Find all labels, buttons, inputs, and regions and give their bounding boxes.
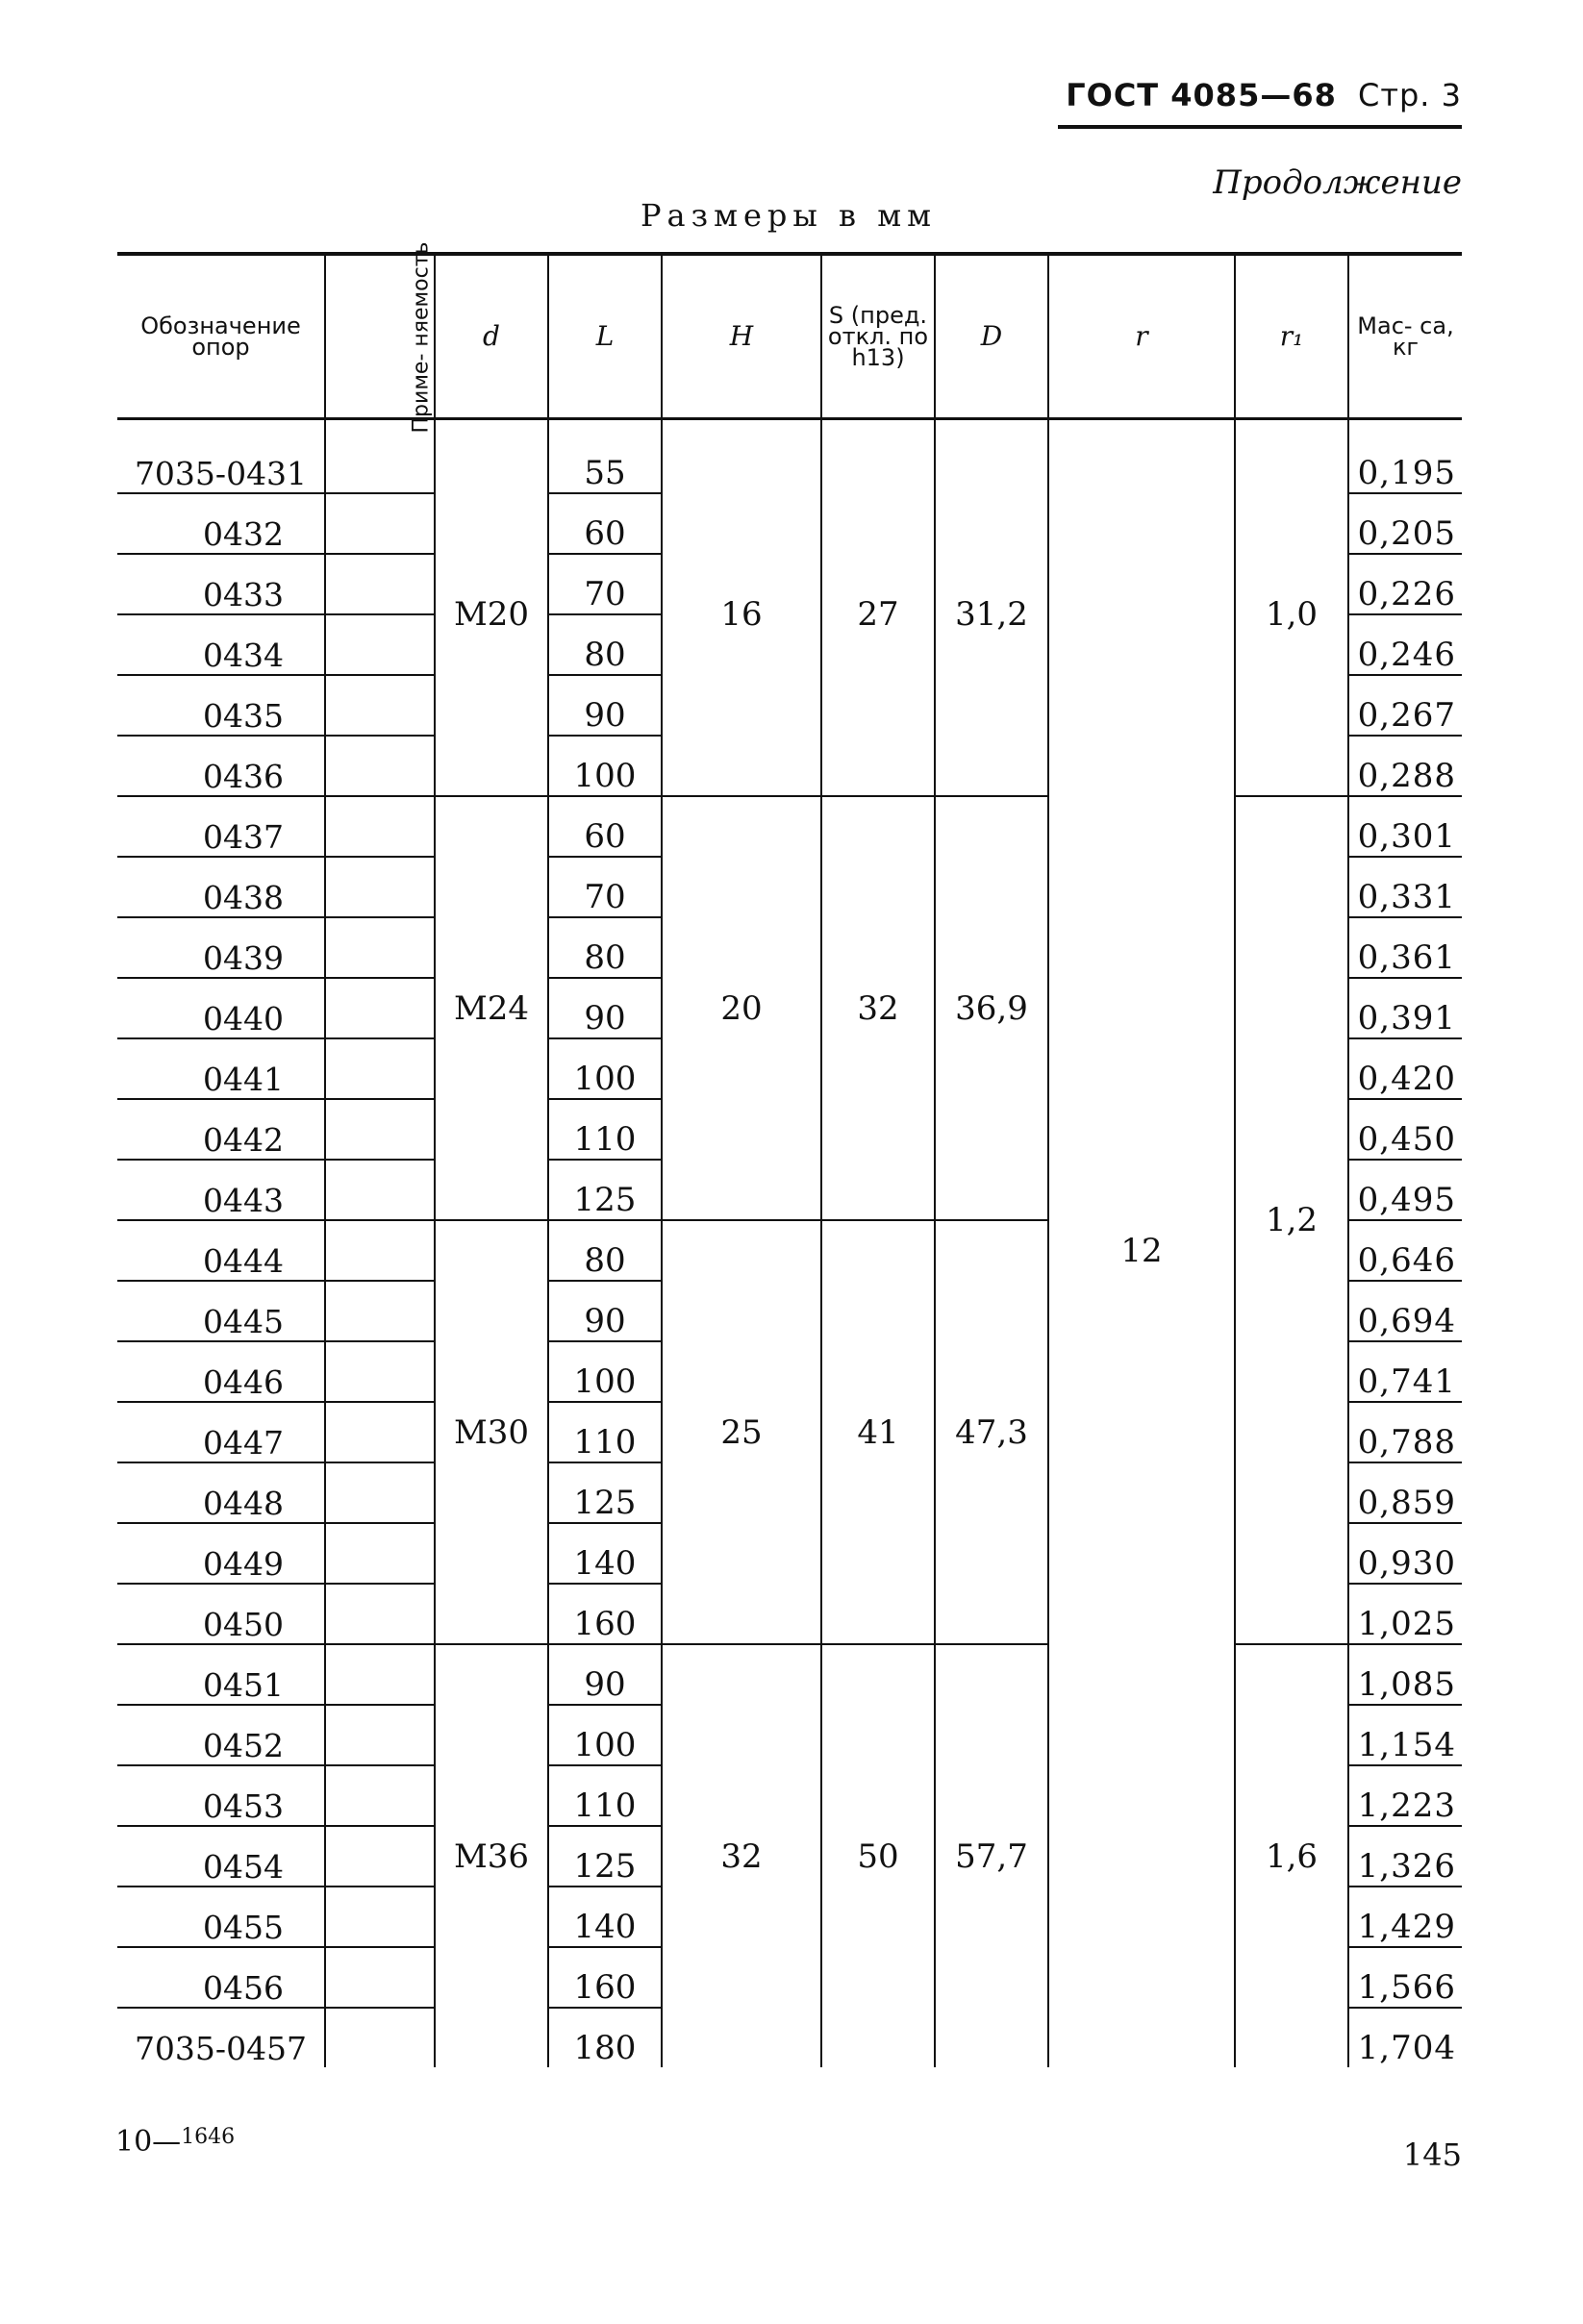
cell-mass: 0,267 xyxy=(1348,675,1462,736)
cell-d: M30 xyxy=(435,1220,548,1644)
cell-mass: 0,495 xyxy=(1348,1160,1462,1220)
table-header-row xyxy=(117,254,1462,419)
size-caption: Размеры в мм xyxy=(641,197,937,234)
cell-designation: 0433 xyxy=(117,554,325,614)
cell-L: 180 xyxy=(548,2008,662,2067)
cell-d: M24 xyxy=(435,796,548,1220)
cell-H: 20 xyxy=(662,796,821,1220)
cell-L: 125 xyxy=(548,1826,662,1887)
cell-mass: 0,930 xyxy=(1348,1523,1462,1584)
cell-D: 57,7 xyxy=(935,1644,1048,2067)
cell-mass: 1,223 xyxy=(1348,1765,1462,1826)
cell-designation: 7035-0457 xyxy=(134,2030,308,2067)
cell-D: 47,3 xyxy=(935,1220,1048,1644)
footer-print-code: 10—$^{1646}$ xyxy=(115,2125,236,2159)
cell-L: 125 xyxy=(548,1160,662,1220)
col-applicability: Приме- няемость xyxy=(325,254,435,419)
cell-designation: 0445 xyxy=(117,1281,325,1341)
cell-mass: 1,326 xyxy=(1348,1826,1462,1887)
col-d: d xyxy=(435,254,548,419)
cell-applicability xyxy=(325,1887,435,1947)
standard-number: ГОСТ 4085—68 xyxy=(1066,77,1337,113)
cell-L: 80 xyxy=(548,1220,662,1281)
cell-designation: 0454 xyxy=(117,1826,325,1887)
cell-mass: 0,331 xyxy=(1348,857,1462,917)
cell-designation: 0455 xyxy=(117,1887,325,1947)
cell-designation: 0449 xyxy=(117,1523,325,1584)
cell-L: 110 xyxy=(548,1099,662,1160)
cell-S: 50 xyxy=(821,1644,935,2067)
cell-L: 90 xyxy=(548,675,662,736)
cell-mass: 0,694 xyxy=(1348,1281,1462,1341)
cell-d: M36 xyxy=(435,1644,548,2067)
col-L: L xyxy=(548,254,662,419)
cell-L: 160 xyxy=(548,1947,662,2008)
cell-D: 31,2 xyxy=(935,419,1048,797)
cell-L: 55 xyxy=(548,419,662,494)
cell-mass: 0,205 xyxy=(1348,493,1462,554)
page-header xyxy=(1048,77,1462,113)
col-S: S (пред. откл. по h13) xyxy=(821,254,935,419)
cell-mass: 0,450 xyxy=(1348,1099,1462,1160)
cell-H: 25 xyxy=(662,1220,821,1644)
cell-applicability xyxy=(325,1523,435,1584)
cell-S: 27 xyxy=(821,419,935,797)
cell-H: 16 xyxy=(662,419,821,797)
cell-L: 90 xyxy=(548,978,662,1038)
cell-mass: 0,195 xyxy=(1348,419,1462,494)
cell-designation: 0448 xyxy=(117,1462,325,1523)
table-row xyxy=(117,419,1462,494)
cell-applicability xyxy=(325,1765,435,1826)
cell-applicability xyxy=(325,857,435,917)
cell-designation: 0442 xyxy=(117,1099,325,1160)
cell-applicability xyxy=(325,736,435,796)
cell-mass: 1,025 xyxy=(1348,1584,1462,1644)
table-row xyxy=(117,796,1462,857)
cell-designation: 0451 xyxy=(117,1644,325,1705)
cell-L: 80 xyxy=(548,614,662,675)
cell-applicability xyxy=(325,1947,435,2008)
continuation-label: Продолжение xyxy=(1213,163,1462,202)
cell-applicability xyxy=(325,2008,435,2067)
page-label: Стр. 3 xyxy=(1358,77,1462,113)
cell-r1: 1,6 xyxy=(1235,1644,1348,2067)
cell-mass: 1,704 xyxy=(1348,2008,1462,2067)
cell-mass: 0,788 xyxy=(1348,1402,1462,1462)
cell-L: 110 xyxy=(548,1402,662,1462)
cell-L: 70 xyxy=(548,857,662,917)
cell-d: M20 xyxy=(435,419,548,797)
cell-applicability xyxy=(325,1038,435,1099)
col-D: D xyxy=(935,254,1048,419)
cell-r: 12 xyxy=(1048,419,1235,2068)
cell-designation: 0441 xyxy=(117,1038,325,1099)
cell-applicability xyxy=(325,1462,435,1523)
cell-mass: 0,420 xyxy=(1348,1038,1462,1099)
cell-L: 140 xyxy=(548,1887,662,1947)
header-rule xyxy=(1058,125,1462,129)
cell-applicability xyxy=(325,1705,435,1765)
cell-designation: 0439 xyxy=(117,917,325,978)
page-number: 145 xyxy=(1402,2137,1462,2173)
cell-designation: 0444 xyxy=(117,1220,325,1281)
cell-L: 90 xyxy=(548,1281,662,1341)
cell-designation: 0434 xyxy=(117,614,325,675)
cell-mass: 0,246 xyxy=(1348,614,1462,675)
col-designation: Обозначение опор xyxy=(117,254,325,419)
cell-designation: 0443 xyxy=(117,1160,325,1220)
col-r1: r₁ xyxy=(1235,254,1348,419)
cell-mass: 1,154 xyxy=(1348,1705,1462,1765)
cell-L: 140 xyxy=(548,1523,662,1584)
cell-r1: 1,2 xyxy=(1235,796,1348,1644)
cell-designation: 0456 xyxy=(117,1947,325,2008)
col-mass: Мас- са, кг xyxy=(1348,254,1462,419)
cell-mass: 0,741 xyxy=(1348,1341,1462,1402)
cell-L: 80 xyxy=(548,917,662,978)
cell-applicability xyxy=(325,554,435,614)
cell-applicability xyxy=(325,796,435,857)
cell-r1: 1,0 xyxy=(1235,419,1348,797)
col-H: H xyxy=(662,254,821,419)
cell-designation: 0435 xyxy=(117,675,325,736)
cell-designation: 0453 xyxy=(117,1765,325,1826)
cell-L: 70 xyxy=(548,554,662,614)
cell-applicability xyxy=(325,493,435,554)
cell-designation: 0438 xyxy=(117,857,325,917)
cell-applicability xyxy=(325,1644,435,1705)
col-r: r xyxy=(1048,254,1235,419)
cell-S: 32 xyxy=(821,796,935,1220)
cell-designation: 0436 xyxy=(117,736,325,796)
cell-mass: 1,566 xyxy=(1348,1947,1462,2008)
table-body xyxy=(117,419,1462,2068)
cell-mass: 0,301 xyxy=(1348,796,1462,857)
cell-L: 90 xyxy=(548,1644,662,1705)
cell-designation: 0432 xyxy=(117,493,325,554)
cell-designation: 0452 xyxy=(117,1705,325,1765)
supports-table xyxy=(117,241,1462,2067)
cell-designation: 0447 xyxy=(117,1402,325,1462)
cell-L: 100 xyxy=(548,1038,662,1099)
cell-designation: 0450 xyxy=(117,1584,325,1644)
cell-mass: 0,288 xyxy=(1348,736,1462,796)
cell-applicability xyxy=(325,1826,435,1887)
cell-applicability xyxy=(325,917,435,978)
cell-applicability xyxy=(325,1402,435,1462)
cell-applicability xyxy=(325,675,435,736)
cell-applicability xyxy=(325,1341,435,1402)
cell-applicability xyxy=(325,1584,435,1644)
cell-L: 160 xyxy=(548,1584,662,1644)
cell-applicability xyxy=(325,614,435,675)
cell-D: 36,9 xyxy=(935,796,1048,1220)
cell-L: 100 xyxy=(548,1705,662,1765)
cell-designation: 0437 xyxy=(117,796,325,857)
cell-applicability xyxy=(325,1220,435,1281)
cell-mass: 0,361 xyxy=(1348,917,1462,978)
cell-L: 60 xyxy=(548,796,662,857)
cell-applicability xyxy=(325,978,435,1038)
cell-S: 41 xyxy=(821,1220,935,1644)
cell-L: 125 xyxy=(548,1462,662,1523)
cell-L: 100 xyxy=(548,1341,662,1402)
cell-applicability xyxy=(325,1160,435,1220)
cell-mass: 1,429 xyxy=(1348,1887,1462,1947)
cell-designation: 0440 xyxy=(117,978,325,1038)
cell-L: 100 xyxy=(548,736,662,796)
cell-mass: 0,226 xyxy=(1348,554,1462,614)
cell-H: 32 xyxy=(662,1644,821,2067)
table-row xyxy=(117,1644,1462,1705)
cell-designation: 0446 xyxy=(117,1341,325,1402)
cell-mass: 0,391 xyxy=(1348,978,1462,1038)
cell-L: 60 xyxy=(548,493,662,554)
cell-mass: 0,859 xyxy=(1348,1462,1462,1523)
cell-mass: 0,646 xyxy=(1348,1220,1462,1281)
cell-mass: 1,085 xyxy=(1348,1644,1462,1705)
cell-L: 110 xyxy=(548,1765,662,1826)
cell-applicability xyxy=(325,1099,435,1160)
cell-applicability xyxy=(325,1281,435,1341)
cell-designation: 7035-0431 xyxy=(117,419,325,494)
